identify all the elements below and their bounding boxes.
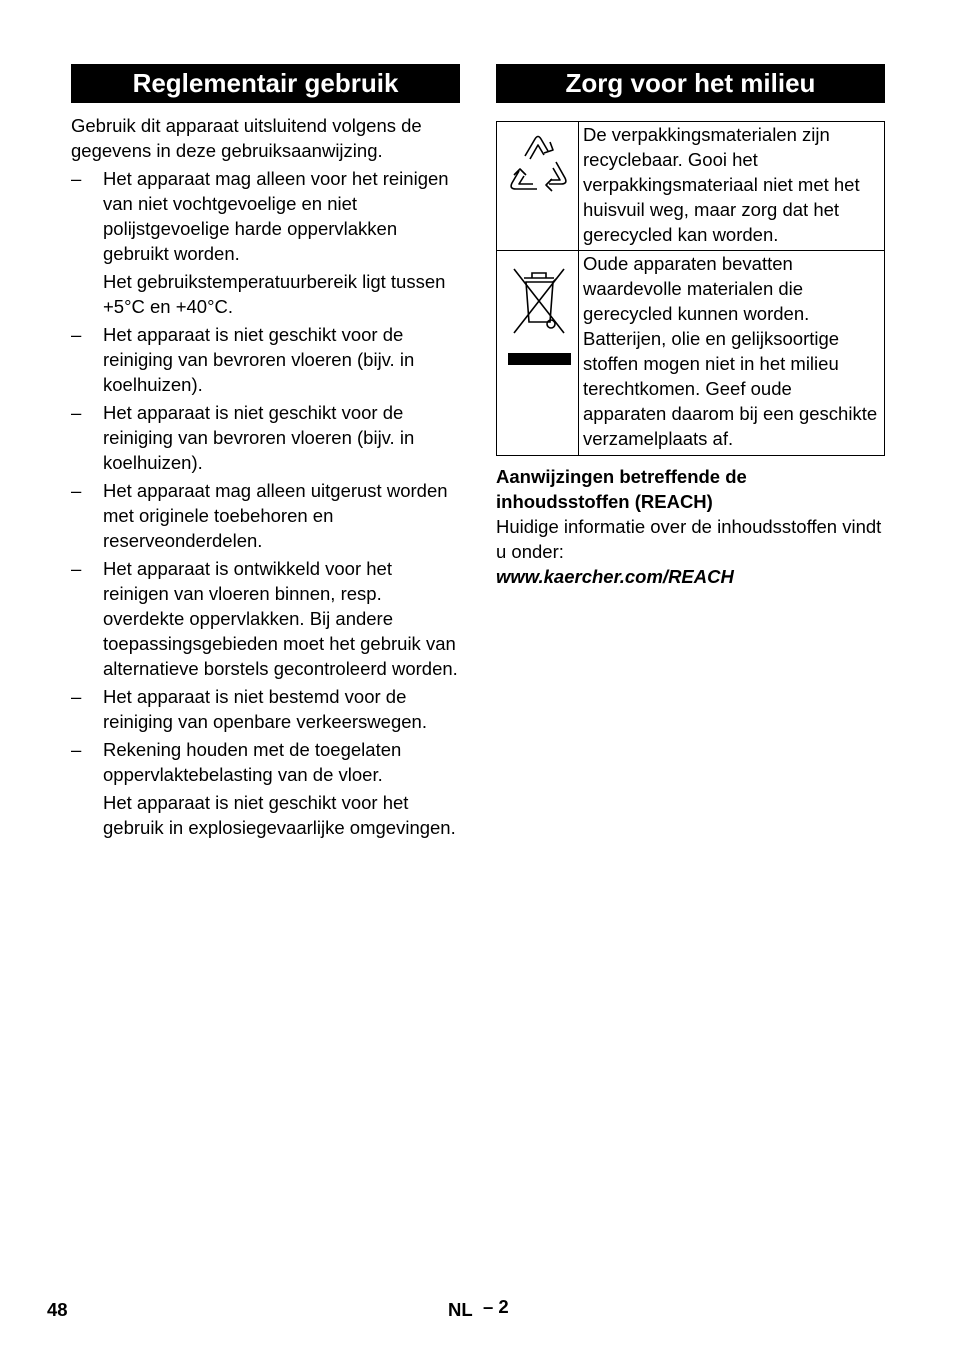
dash-bullet-icon: – [71,480,82,501]
list-item [71,737,460,840]
section-title-environment: Zorg voor het milieu [496,64,885,103]
table-row [497,251,885,456]
dash-bullet-icon: – [71,168,82,189]
recycle-icon [498,122,578,212]
intro-paragraph: Gebruik dit apparaat uitsluitend volgens de gegevens in deze gebruiksaanwijzing. [71,115,422,161]
list-item [71,556,460,681]
reach-heading: Aanwijzingen betreffende de inhoudsstoffen (REACH) [496,466,747,512]
list-item-text: Het apparaat is niet geschikt voor de reiniging van bevroren vloeren (bijv. in koelhuizen). [103,324,415,395]
list-item-text: Het apparaat is niet geschikt voor de reiniging van bevroren vloeren (bijv. in koelhuizen). [103,402,415,473]
reach-paragraph: Huidige informatie over de inhoudsstoffen vindt u onder: [496,516,882,562]
language-code: NL [448,1299,473,1320]
dash-bullet-icon: – [71,324,82,345]
list-item-note: Het apparaat is niet geschikt voor het gebruik in explosiegevaarlijke omgevingen. [103,792,456,838]
table-text-cell: Oude apparaten bevatten waardevolle materialen die gerecycled kunnen worden. Batterijen, olie en gelijksoortige stoffen mogen niet in het milieu terechtkomen. Geef oude apparaten daarom bij een geschikte verzamelplaats af. [579,251,885,456]
page-number: 48 [47,1299,68,1320]
left-column [71,64,460,840]
dash-bullet-icon: – [71,402,82,423]
crossed-out-wheelie-bin-icon [498,251,578,371]
dash-bullet-icon: – [71,739,82,760]
list-item-text: Rekening houden met de toegelaten oppervlaktebelasting van de vloer. [103,739,402,785]
section-title-intended-use: Reglementair gebruik [71,64,460,103]
table-icon-cell [497,122,579,251]
reach-link[interactable]: www.kaercher.com/REACH [496,566,734,587]
usage-list [71,166,460,840]
list-item-text: Het apparaat mag alleen voor het reinigen van niet vochtgevoelige en niet polijstgevoelige harde oppervlakken gebruikt worden. [103,168,449,264]
dash-bullet-icon: – [71,558,82,579]
list-item-text: Het apparaat is ontwikkeld voor het reinigen van vloeren binnen, resp. overdekte oppervlakken. Bij andere toepassingsgebieden moet het gebruik van alternatieve borstels gecontroleerd worden. [103,558,458,679]
list-item-text: Het apparaat is niet bestemd voor de reiniging van openbare verkeerswegen. [103,686,427,732]
sub-page-number: – 2 [483,1296,509,1317]
list-item [71,478,460,553]
table-row [497,122,885,251]
list-item [71,322,460,397]
list-item [71,684,460,734]
list-item-text: Het apparaat mag alleen uitgerust worden met originele toebehoren en reserveonderdelen. [103,480,448,551]
right-column [496,64,885,589]
table-text-cell: De verpakkingsmaterialen zijn recyclebaar. Gooi het verpakkingsmateriaal niet met het huisvuil weg, maar zorg dat het gerecycled kan worden. [579,122,885,251]
table-icon-cell [497,251,579,456]
list-item [71,400,460,475]
dash-bullet-icon: – [71,686,82,707]
environment-table [496,121,885,456]
list-item-note: Het gebruikstemperatuurbereik ligt tussen +5°C en +40°C. [103,271,446,317]
list-item [71,166,460,319]
